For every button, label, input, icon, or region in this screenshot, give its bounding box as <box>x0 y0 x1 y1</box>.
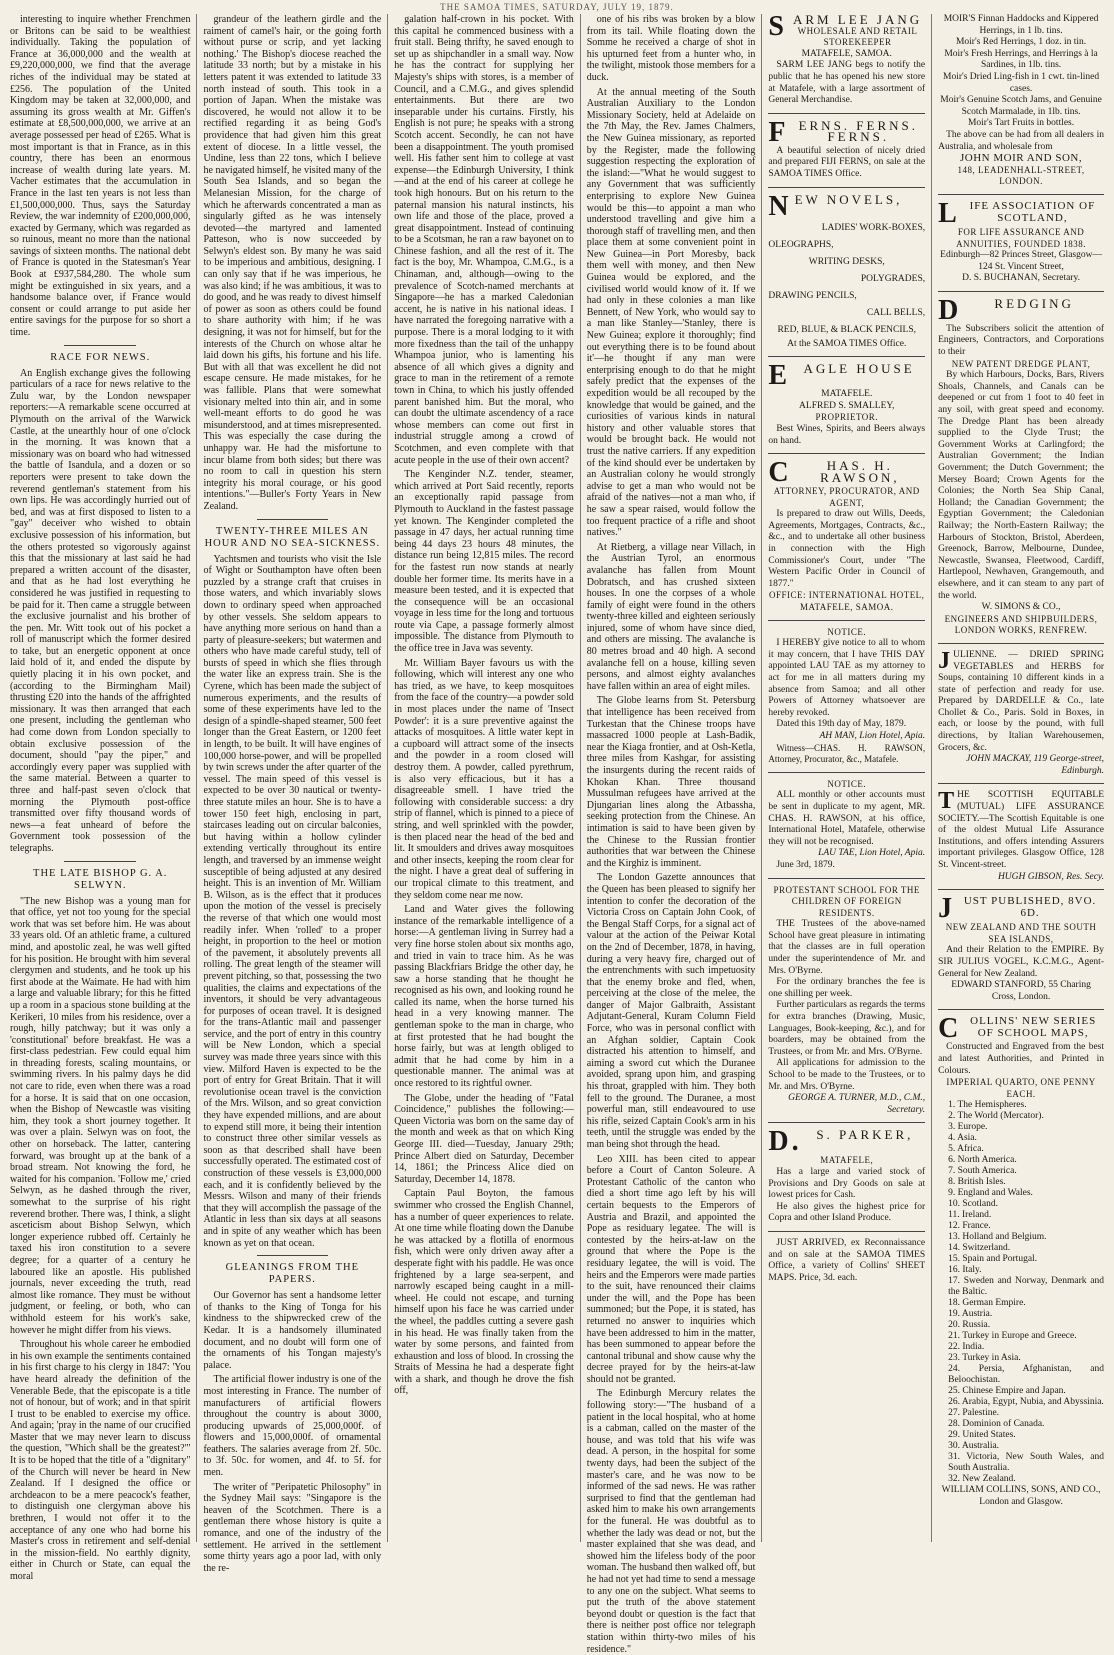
divider <box>938 291 1104 292</box>
notice-heading: NOTICE. <box>827 778 867 789</box>
ad-line: Moir's Dried Ling-fish in 1 cwt. tin-lined cases. <box>943 71 1100 94</box>
list-item: 14. Switzerland. <box>948 1243 1011 1254</box>
ad-body: By which Harbours, Docks, Bars, Rivers Shoals, Channels, and Canals can be deepened or cut from 1 foot to 40 feet in any soil, with great speed and economy. The Dredge Plant has been already supplied to the Clyde Trust; the Government Works at Carlingford; the Australian Government; the Indian Government; the Dutch Government; the Mersey Board; Crown Agents for the Colonies; the North Sea Ship Canal, Holland; the Canadian Government; the Egyptian Government; the Caledonian Railway; the North-Eastern Railway; the Harbours of Stockton, Bristol, Aberdeen, Greenock, Barrow, Melbourne, Dundee, Newcastle, Swansea, Fleetwood, Cardiff, Hartlepool, Newhaven, Grangemouth, and elsewhere, and it can steam to any part of the world. <box>938 370 1104 601</box>
ad-subtitle: NEW PATENT DREDGE PLANT, <box>951 358 1091 369</box>
drop-cap: C <box>768 457 792 489</box>
ad-body: All applications for admission to the School to be made to the Trustees, or to Mr. and Mrs. O'Byrne. <box>768 1058 926 1092</box>
ad-subtitle: ATTORNEY, PROCURATOR, AND AGENT, <box>773 486 920 508</box>
ad-body: containing 10 different kinds in a state of perfection and ready for use. Prepared by DARDELLE & Co., late Chollet & Co., Paris. Sold in Boxes, in each, or loose by the pound, with full directions, by Italian Warehousemen, Grocers, &c. <box>938 673 1105 753</box>
ad-firm: JOHN MOIR AND SON, <box>960 152 1083 165</box>
list-item: 25. Chinese Empire and Japan. <box>948 1386 1066 1397</box>
article-heading: GLEANINGS FROM THE PAPERS. <box>225 1262 359 1286</box>
divider <box>938 194 1104 195</box>
ad-subtitle: NEW ZEALAND AND THE SOUTH SEA ISLANDS, <box>945 922 1097 944</box>
drop-cap: N <box>768 190 792 222</box>
divider <box>64 861 136 862</box>
ad-sheet-maps <box>768 1238 925 1284</box>
ad-body: ALL monthly or other accounts must be sent in duplicate to my agent, MR. CHAS. H. RAWSON, at his office, International Hotel, Matafele, otherwise they will not be recognised. <box>768 790 926 847</box>
article-paragraph: Leo XIII. has been cited to appear before a Court of Canton Soleure. A Protestant Catholic of the canton who died a short time ago left by his will certain bequests to the Emperors of Austria and Brazil, and appointed the Pope as residuary legatee. The will is contested by the heirs-at-law on the ground that where the Pope is the residuary legatee, the will is void. The heirs and the Emperors were made parties to the suit, have renounced their claims under the will, and the Pope has been summoned; but the Pope, it is stated, has returned no answer to inquiries which have been addressed to him in the matter, has been summoned to appear before the cantonal tribunal and show cause why the decree prayed for by the heirs-at-law should not be granted. <box>586 1153 756 1385</box>
list-item: 26. Arabia, Egypt, Nubia, and Abyssinia. <box>948 1397 1104 1408</box>
ad-title: S. PARKER, <box>816 1127 914 1143</box>
ad-line: DRAWING PENCILS, <box>768 290 857 301</box>
map-list <box>938 1100 1104 1485</box>
ad-line: OLEOGRAPHS, <box>768 239 834 250</box>
ad-address: 148, LEADENHALL-STREET, LONDON. <box>957 164 1085 187</box>
ad-firm: W. SIMONS & CO., <box>981 602 1061 613</box>
divider <box>768 356 925 357</box>
ad-line: RED, BLUE, & BLACK PENCILS, <box>777 324 917 335</box>
ad-eagle-house <box>768 360 926 447</box>
list-item: 32. New Zealand. <box>948 1474 1016 1485</box>
list-item: 19. Austria. <box>948 1309 993 1320</box>
divider <box>938 643 1104 644</box>
ad-body: For the ordinary branches the fee is one shilling per week. <box>768 977 926 999</box>
list-item: 6. North America. <box>948 1155 1017 1166</box>
drop-cap: J <box>938 893 954 925</box>
notice-heading: NOTICE. <box>827 626 867 637</box>
ad-address: Edinburgh—82 Princes Street, Glasgow—124 St. Vincent Street, <box>940 250 1102 272</box>
article-paragraph: At Rietberg, a village near Villach, in the Austrian Tyrol, an enormous avalanche has fallen from Mount Dobratsch, and has crushed sixteen houses. In one the corpses of a whole family of eight were found in the others twenty-three killed and eighteen seriously injured, some of whom have since died, and others are missing. The avalanche is 80 metres broad and 40 high. A second avalanche fell on a house, killing seven persons, and almost eighty avalanches have fallen within an area of eight miles. <box>586 541 756 692</box>
article-paragraph: The Edinburgh Mercury relates the following story:—"The husband of a patient in the local hospital, who at home is a cabman, called on the master of the house, and was told that his wife was dead. A person, in the hospital for some twenty days, had been the subject of the master's care, and he was now to be informed of the sad news. He was rather surprised to find that the gentleman had asked him to make his own arrangements for the funeral. He was doubtful as to whether the lady was dead or not, but the master explained that she was dead, and showed him the lifeless body of the poor woman. The husband then walked off, but he had not yet had time to send a message to any one on the subject. What seems to put the truth of the above statement beyond doubt or question is the fact that there is neither post office nor telegraph station within thirty-two miles of his residence." <box>586 1388 756 1655</box>
list-item: 12. France. <box>948 1221 991 1232</box>
ad-body: And their Relation to the EMPIRE. By SIR JULIUS VOGEL, K.C.M.G., Agent-General for New Zealand. <box>938 945 1104 979</box>
ad-title: HAS. H. RAWSON, <box>820 458 900 485</box>
column-6-advertisements <box>931 14 1110 1542</box>
column-2 <box>196 14 387 1574</box>
ad-line: POLYGRADES, <box>860 273 926 284</box>
ad-body: I HEREBY give notice to all to whom it may concern, that I have THIS DAY appointed LAU TAE as my attorney to act for me in all matters during my absence from Samoa; and all other Powers of Attorney whatsoever are hereby revoked. <box>768 638 926 718</box>
column-5-advertisements <box>761 11 931 1542</box>
article-paragraph: interesting to inquire whether Frenchmen or Britons can be said to be wealthiest individually. Taking the population of France at 36,000,000 and the wealth at £9,220,000,000, we find that the average riches of the individual may be stated at £256. The population of the United Kingdom may be taken at 32,000,000, and assuming its gross wealth at Mr. Giffen's estimate at £8,500,000,000, we arrive at an average possessed per head of £265. What is most important is that in France, as in this country, there has been an enormous increase of wealth during late years. M. Vacher estimates that the accumulation in France in the last ten years is not less than £1,500,000,000. Thus, says the Saturday Review, the war indemnity of £200,000,000, exacted by Germany, which was regarded as so ruinous, meant no more than the national savings of sixteen months. The national debt of France is quoted in the Statesman's Year Book at £937,584,280. The whole sum might be extinguished in six years, and a handsome balance over, if France would consent or could arrange to put aside her entire savings for the purpose for so short a time. <box>10 14 191 339</box>
drop-cap: J <box>938 647 951 674</box>
ad-footer: At the SAMOA TIMES Office. <box>787 338 907 349</box>
ad-stationery <box>768 190 926 351</box>
article-paragraph: Throughout his whole career he embodied in his own example the sentiments contained in his first charge to his clergy in 1847: 'You have heard already the definition of the Venerable Bede, that the episcopate is a title not of honour, but of work; and in that spirit I trust to be enabled to exercise my office. And again; 'pray in the name of our crucified Master that we may never learn to discuss the question, "Which shall be the greatest?"' It is to be hoped that the title of a "dignitary" of the Church will never be heard in New Zealand. If I designed the office or archdeacon to be a mere peacock's feather, to distinguish one clergyman above his brethren, I would not offer it to the acceptance of any one who had borne his Master's cross in retirement and self-denial in the mission-field. No earthly dignity, either in Church or State, can equal the moral <box>10 1339 191 1582</box>
article-heading: RACE FOR NEWS. <box>50 351 151 363</box>
ad-title: OLLINS' NEW SERIES OF SCHOOL MAPS, <box>970 1015 1097 1039</box>
ad-ferns <box>768 116 926 181</box>
article-paragraph: one of his ribs was broken by a blow from its tail. While floating down the Somme he received a charge of shot in his upturned feet from a hunter who, in the twilight, mistook those members for a duck. <box>586 14 756 83</box>
list-item: 23. Turkey in Asia. <box>948 1353 1021 1364</box>
divider <box>768 187 925 188</box>
article-paragraph: The Globe learns from St. Petersburg that intelligence has been received from Turkestan that the Chinese troops have massacred 1000 people at Lash-Badik, near the Kiaga frontier, and at Osh-Ketla, three miles from Kashgar, for assisting the insurgents during the recent raids of Khokan Khan. Three thousand Mussulman refugees have arrived at the Djungarian lines along the Atbassha, seeking protection from the Chinese. An intimation is said to have been given by the Chinese to the Russian frontier authorities that war between the Chinese and the Kirghiz is imminent. <box>586 695 756 869</box>
article-paragraph: Our Governor has sent a handsome letter of thanks to the King of Tonga for his kindness to the shipwrecked crew of the Kedar. It is a handsomely illuminated document, and no doubt will form one of the ornaments of his Tongan majesty's palace. <box>203 1290 382 1371</box>
list-item: 9. England and Wales. <box>948 1188 1033 1199</box>
article-paragraph: The Globe, under the heading of "Fatal Coincidence," publishes the following:—Queen Victoria was born on the same day of the month and week as that on which King George III. died—Tuesday, January 29th; Prince Albert died on Saturday, December 14, 1861; the Princess Alice died on Saturday, December 14, 1878. <box>394 1092 574 1185</box>
ad-line: EW NOVELS, <box>794 191 903 207</box>
ad-location: MATAFELE, SAMOA. <box>801 48 892 59</box>
ad-name: ALFRED S. SMALLEY, <box>799 400 895 411</box>
ad-julienne <box>938 647 1105 778</box>
newspaper-page <box>4 11 1110 1655</box>
article-paragraph: galation half-crown in his pocket. With this capital he commenced business with a fruit stall. Being thrifty, he saved enough to set up as shipchandler in a small way. Now he has the contract for supplying her Majesty's ships with stores, is a member of Council, and a C.M.G., and gives splendid entertainments. But there are two inseparable under his curtains. Firstly, his English is not pure; he speaks with a strong Scotch accent. Secondly, he can not have been a disappointment. The youth promised well. His father sent him to college at vast expense—the Edinburgh University, I think—and at the end of his career at college he took high honours. But on his return to the paternal mansion his natural instincts, his own life and those of the place, proved a great disappointment. Instead of continuing to be a Scotsman, he ran a raw bayonet on to Chinese fashion, and all the rest of it. The fact is the boy, Mr. Whampoa, C.M.G., is a Chinaman, and, although—owing to the prevalence of Scotch-named merchants at Singapore—he has a marked Caledonian accent, he is native in his national ideas. I have narrated the foregoing narrative with a purpose. There is a moral lodging to it with more fixedness than the tail of the unhappy Whampoa junior, who is lamenting his absence of all which gives a dignity and grace to man in the retirement of a remote town in China, to which his justly offended parent banished him. But the moral, who can doubt the ultimate ascendency of a race whose members can come out first in industrial struggle among a crowd of Scotchmen, and even complete with that acute people in the use of their own accent? <box>394 14 574 466</box>
divider <box>768 1122 925 1123</box>
divider <box>768 453 925 454</box>
list-item: 8. British Isles. <box>948 1177 1006 1188</box>
list-item: 29. United States. <box>948 1430 1016 1441</box>
ad-body: THE Trustees of the above-named School have great pleasure in intimating that the classes are in full operation under the superintendence of Mr. and Mrs. O'Byrne. <box>768 919 926 976</box>
list-item: 4. Asia. <box>948 1133 977 1144</box>
ad-body: The Subscribers solicit the attention of Engineers, Contractors, and Corporations to their <box>938 323 1104 358</box>
ad-title: ARM LEE JANG <box>792 12 923 27</box>
ad-subtitle: FOR LIFE ASSURANCE AND ANNUITIES, FOUNDED 1838. <box>956 226 1087 249</box>
article-paragraph: An English exchange gives the following particulars of a race for news relative to the Zulu war, by the London newspaper reporters:—A remarkable scene occurred at Plymouth on the arrival of the Warwick Castle, at the unearthly hour of one o'clock in the morning. It was known that a missionary was on board who had witnessed the battle of Isandula, and a dozen or so reporters were present to take down the reverend gentleman's statement from his own lips. He was accordingly hurried out of bed, and was at first disposed to listen to a "gay" deceiver who wished to obtain exclusive possession of his information, but the others protested so vigorously against this that the missionary at last said he had prepared a written account of the disaster, and that as he had lost everything he considered he was justified in requesting to be paid for it. Then came a struggle between the exclusive journalist and his brother of the pen. Mr. Witt took out of his pocket a roll of manuscript which the former desired to take, but an energetic opponent at once laid hold of it, and ended the dispute by quietly placing it in his own pocket, and (according to the Birmingham Mail) thrusting £20 into the hands of the affrighted missionary. It was then arranged that each one present, including the gentleman who had come down from London specially to obtain exclusive possession of the document, should "pay the piper," and accordingly every paper was supplied with the same material. Between a quarter to three and half-past seven o'clock that morning the Plymouth post-office transmitted over fifty thousand words of news—a feat unheard of before the Government took possession of the telegraphs. <box>10 367 191 854</box>
ad-date: Dated this 19th day of May, 1879. <box>776 719 907 730</box>
list-item: 1. The Hemispheres. <box>948 1100 1027 1111</box>
ad-title: HE SCOTTISH EQUITABLE (MUTUAL) LIFE ASSURANCE SOCIETY. <box>938 790 1104 824</box>
list-item: 2. The World (Mercator). <box>948 1111 1044 1122</box>
ad-body: He also gives the highest price for Copra and other Island Produce. <box>768 1201 926 1224</box>
ad-dredging <box>938 294 1104 637</box>
ad-subtitle: ENGINEERS AND SHIPBUILDERS, <box>944 613 1098 624</box>
article-heading: THE LATE BISHOP G. A. SELWYN. <box>33 867 168 891</box>
article-paragraph: At the annual meeting of the South Australian Auxiliary to the London Missionary Society, held at Adelaide on the 7th May, the Rev. James Chalmers, the New Guinea missionary, as reported by the Register, made the following suggestion respecting the exploration of the island:—"What he would suggest to any Government that was sufficiently enterprising to explore New Guinea would be this—to appoint a man who understood travelling and give him a thorough staff of travelling men, and then place them at some convenient point in New Guinea—in Port Moresby, back them well with money, and then New Guinea would be explored, and the civilised world would know of it. If we had only in these colonies a man like Bennett, of New York, who would say to a man like Stanley—'Stanley, there is New Guinea; explore it thoroughly; find out everything there is to be found about it'—he thought if any man were enterprising enough to do that he might safely predict that the expenses of the expedition would be all recouped by the knowledge that would be gained, and the curiosities of various kinds in natural history and other valuable stores that would be brought back. He would not trust the native carriers. If any expedition of the kind should ever be undertaken by an Australian colony he would strongly advise to get a man who would not be afraid of the natives—not a man who, if he saw a spear raised, would follow the too frequent practice of a rifle and shoot natives." <box>586 86 756 539</box>
ad-body: Has a large and varied stock of Provisions and Dry Goods on sale at lowest prices for Cash. <box>768 1166 926 1201</box>
list-item: 13. Holland and Belgium. <box>948 1232 1047 1243</box>
ad-title: ERNS. FERNS. FERNS. <box>798 117 919 145</box>
drop-cap: F <box>768 116 789 148</box>
article-paragraph: Mr. William Bayer favours us with the following, which will interest any one who has tried, as we have, to keep mosquitoes from the face of the country—a powder sold in most places under the name of 'Insect Powder': it is a sure preventive against the attacks of mosquitoes. A little water kept in a cupboard will attract some of the insects and the powder in a room closed will destroy them. A powder, called pyrethrum, is also very efficacious, but it has a disagreeable smell. I have tried the following with considerable success: a dry strip of flannel, which is pinned to a piece of string, and well sprinkled with the powder, is then placed near the head of the bed and lit. It smoulders and drives away mosquitoes and other insects, keeping the room clear for the night. I have a great deal of suffering in our tropical climate to this treatment, and they seldom come near me now. <box>394 657 574 901</box>
notice-accounts <box>768 779 925 872</box>
list-item: 17. Sweden and Norway, Denmark and the Baltic. <box>948 1276 1104 1298</box>
drop-cap: E <box>768 360 791 392</box>
divider <box>257 1255 328 1256</box>
ad-body: Further particulars as regards the terms for extra branches (Drawing, Music, Languages, Book-keeping, &c.), and for boarders, may be obtained from the Trustees, or from Mr. and Mrs. O'Byrne. <box>768 1000 926 1057</box>
list-item: 22. India. <box>948 1342 985 1353</box>
divider <box>768 1231 925 1232</box>
list-item: 11. Ireland. <box>948 1210 992 1221</box>
ad-body: A beautiful selection of nicely dried and prepared FIJI FERNS, on sale at the SAMOA TIMES Office. <box>768 145 926 179</box>
ad-title: IFE ASSOCIATION OF SCOTLAND, <box>969 199 1096 224</box>
article-paragraph: Captain Paul Boyton, the famous swimmer who crossed the English Channel, has a number of queer experiences to relate. At one time while floating down the Danube he was attacked by a flotilla of enormous fish, which were only driven away after a desperate fight with his paddle. He was once frightened by a large sea-serpent, and narrowly escaped being caught in a mill-wheel. He could not escape, and turning himself upon his face he was carried under the wheel, the paddles cutting a severe gash in his head. He was finally taken from the water by some persons, and fainted from exhaustion and loss of blood. In crossing the Straits of Messina he had a desperate fight with a shark, and though he drove the fish off, <box>394 1188 574 1397</box>
divider <box>768 878 925 879</box>
list-item: 28. Dominion of Canada. <box>948 1419 1045 1430</box>
article-paragraph: The writer of "Peripatetic Philosophy" in the Sydney Mail says: "Singapore is the heaven of the Scotchmen. There is a gentleman there whose history is quite a romance, and one of the industry of the settlement. He arrived in the settlement some thirty years ago a poor lad, with only the re- <box>203 1481 382 1574</box>
ad-subtitle: WHOLESALE AND RETAIL STOREKEEPER <box>797 25 918 48</box>
drop-cap: S <box>768 11 787 42</box>
ad-protestant-school <box>768 885 925 1117</box>
ad-signature: D. S. BUCHANAN, Secretary. <box>962 273 1080 284</box>
ad-body: Is prepared to draw out Wills, Deeds, Agreements, Mortgages, Contracts, &c., &c., and to undertake all other business in connection with the High Commissioner's Court, under "The Western Pacific Order in Council of 1877." <box>768 509 926 589</box>
article-paragraph: The London Gazette announces that the Queen has been pleased to signify her intention to confer the decoration of the Victoria Cross on Captain John Cook, of the Bengal Staff Corps, for a signal act of valour at the action of the Peiwar Kotal on the 2nd of December, 1878, in having, during a very heavy fire, charged out of the entrenchments with such impetuosity that the enemy broke and fled, when, perceiving at the close of the melee, the danger of Major Galbraith, Assistant Adjutant-General, Kuram Column Field Force, who was in personal conflict with an Afghan soldier, Captain Cook distracted his attention to himself, and aiming a sword cut which the Duranee avoided, sprang upon him, and grasping his throat, grappled with him. They both fell to the ground. The Duranee, a most powerful man, still endeavoured to use his rifle, seized Captain Cook's arm in his teeth, until the struggle was ended by the man being shot through the head. <box>586 872 756 1150</box>
divider <box>938 783 1104 784</box>
ad-collins-maps <box>938 1013 1104 1508</box>
divider <box>64 345 136 346</box>
ad-firm: WILLIAM COLLINS, SONS, AND CO., London and Glasgow. <box>941 1485 1101 1507</box>
ad-line: Moir's Fresh Herrings, and Herrings à la Sardines, in 1lb. tins. <box>944 48 1098 71</box>
ad-title: AGLE HOUSE <box>803 361 915 377</box>
ad-signature: HUGH GIBSON, Res. Secy. <box>997 871 1104 882</box>
ad-moir <box>938 14 1104 188</box>
ad-witness: Witness—CHAS. H. RAWSON, Attorney, Procurator, &c., Matafele. <box>768 742 926 765</box>
ad-publisher: EDWARD STANFORD, 55 Charing Cross, London. <box>951 980 1091 1002</box>
ad-signature: AH MAN, Lion Hotel, Apia. <box>819 730 926 741</box>
ad-body: Constructed and Engraved from the best and latest Authorities, and Printed in Colours. <box>938 1042 1104 1076</box>
column-3 <box>387 14 580 1542</box>
list-item: 24. Persia, Afghanistan, and Beloochistan. <box>948 1364 1104 1386</box>
column-1 <box>4 14 196 1582</box>
article-paragraph: grandeur of the leathern girdle and the raiment of camel's hair, or the going forth without purse or scrip, and yet lacking nothing.' The Bishop's diocese reached the latitude 33 north; but by a mistake in his letters patent it was extended to latitude 33 north instead of south. This took in a portion of Japan. When the mistake was discovered, he would not allow it to be rectified regarding it as being God's providence that had given him this great extent of diocese. In a little vessel, the Undine, less than 22 tons, which I believe he navigated himself, he visited many of the South Sea Islands, and so began the Melanesian Mission, for the charge of which he afterwards concentrated a man as singularly gifted as he was intensely devoted—the martyred and lamented Patteson, who is now succeeded by Selwyn's eldest son. By many he was said to be imperious and ambitious, designing. I can only say that if he was imperious, he was also kind; if he was ambitious, it was to do good, and he was ready to divest himself of power as soon as others could be found to share authority with him; if he was designing, it was not for himself, but for the interests of the Church on whose altar he laid down his gifts, his fortune and his life. But with all that was excellent he did not escape censure. He made mistakes, for he was fallible. Plans that were somewhat visionary melted into thin air, and in some well-meant efforts to do good he was misunderstood, and at times misrepresented. This was especially the case during the unhappy war. He had the misfortune to incur blame from both sides; but there was no room to call in question his stern integrity his moral courage, or his good intentions."—Buller's Forty Years in New Zealand. <box>203 14 382 512</box>
divider <box>257 519 328 520</box>
list-item: 15. Spain and Portugal. <box>948 1254 1038 1265</box>
article-heading: TWENTY-THREE MILES AN HOUR AND NO SEA-SICKNESS. <box>204 525 381 549</box>
ad-signature: JOHN MACKAY, 119 George-street, Edinburgh. <box>966 754 1104 776</box>
list-item: 3. Europe. <box>948 1122 988 1133</box>
divider <box>938 1009 1104 1010</box>
list-item: 10. Scotland. <box>948 1199 998 1210</box>
ad-body: SARM LEE JANG begs to notify the public that he has opened his new store at Matafele, with a large assortment of General Merchandise. <box>768 60 926 106</box>
masthead: THE SAMOA TIMES, SATURDAY, JULY 19, 1879. <box>440 2 674 12</box>
article-paragraph: "The new Bishop was a young man for that office, yet not too young for the special work that was set before him. He was about 33 years old. Of an athletic frame, a cultured mind, and apostolic zeal, he was well gifted for his position. He brought with him several clergymen and students, and he took up his first abode at the Waimate. He had with him a large and valuable library; for this he fitted up a room in a spacious stone building at the Kerikeri, 10 miles from his residence, over a rough, hilly patchway; but it was only a 'constitutional' before breakfast. He was a first-class pedestrian. Few could equal him in threading forests, scaling mountains, or swimming rivers. In his palmy days he did not care to ride, even when there was a road for a horse. It is said that on one occasion, when the Bishop of Newcastle was visiting him, they took a short journey together. It was over a plain. Selwyn was on foot, the other on horseback. The latter, cantering forward, was brought up at the bank of a broad stream. Not knowing the ford, he waited for his companion. 'Follow me,' cried Selwyn, as he dashed through the river, somewhat to the surprise of his right reverend brother. There was, I think, a slight asceticism about Bishop Selwyn, which longer experience rubbed off. Certainly he taxed his iron constitution to a severe degree; for a quarter of a century he laboured like an apostle. His published journals, never exceeding the truth, read almost like romance. They must be without judgment, or feeling, or both, who can withhold esteem for his work's sake, however he might differ from his views. <box>10 895 191 1336</box>
list-item: 7. South America. <box>948 1166 1017 1177</box>
ad-line: CALL BELLS, <box>866 307 926 318</box>
ad-role: PROPRIETOR. <box>815 412 879 423</box>
article-paragraph: Land and Water gives the following instance of the remarkable intelligence of a horse:—A gentleman living in Surrey had a very fine horse stolen about six months ago, and tried in vain to trace him. As he was passing Blackfriars Bridge the other day, he saw a horse standing that he thought he recognised as his own, and looking round he called its name, when the horse turned his head in a very knowing manner. The gentleman spoke to the man in charge, who at first protested that he had bought the horse fairly, but was at length obliged to admit that he had come by him in a questionable manner. The animal was at once restored to its rightful owner. <box>394 904 574 1090</box>
ad-scottish-equitable <box>938 790 1104 883</box>
ad-body: JUST ARRIVED, ex Reconnaissance and on sale at the SAMOA TIMES Office, a variety of Collins' SHEET MAPS. Price, 3d. each. <box>768 1237 926 1283</box>
article-paragraph: The artificial flower industry is one of the most interesting in France. The number of manufacturers of artificial flowers throughout the country is about 3000, producing upwards of 25,000,000f. of flowers and 15,000,000f. of ornamental feathers. The salaries average from 2f. 50c. to 3f. 50c. for women, and 4f. to 5f. for men. <box>203 1374 382 1479</box>
drop-cap: C <box>938 1013 960 1045</box>
ad-line: WRITING DESKS, <box>808 256 885 267</box>
list-item: 20. Russia. <box>948 1320 991 1331</box>
ad-title: UST PUBLISHED, 8VO. 6D. <box>963 895 1097 919</box>
ad-title: ULIENNE. — DRIED SPRING VEGETABLES and HERBS for Soups, <box>938 649 1104 684</box>
ad-line: Moir's Genuine Scotch Jams, and Genuine Scotch Marmalade, in 1lb. tins. <box>940 95 1102 117</box>
ad-signature: LAU TAE, Lion Hotel, Apia. <box>818 848 926 859</box>
drop-cap: D. <box>768 1126 802 1158</box>
ad-body: —The Scottish Equitable is one of the oldest Mutual Life Assurance Institutions, and offers intending Assurers important privileges. Glasgow Office, 128 St. Vincent-street. <box>938 813 1104 870</box>
ad-title: REDGING <box>994 295 1074 311</box>
divider <box>938 889 1104 890</box>
ad-body: The above can be had from all dealers in Australia, and wholesale from <box>938 129 1104 152</box>
ad-signature: GEORGE A. TURNER, M.D., C.M., Secretary. <box>788 1093 926 1115</box>
ad-line: Moir's Red Herrings, 1 doz. in tin. <box>955 37 1087 48</box>
ad-line: Moir's Tart Fruits in bottles. <box>967 118 1075 129</box>
divider <box>768 620 925 621</box>
list-item: 18. German Empire. <box>948 1298 1026 1309</box>
ad-title: PROTESTANT SCHOOL FOR THE CHILDREN OF FOREIGN RESIDENTS. <box>773 884 920 918</box>
ad-line: MOIR'S Finnan Haddocks and Kippered Herrings, in 1 lb. tins. <box>943 14 1099 36</box>
article-paragraph: Yachtsmen and tourists who visit the Isle of Wight or Southampton have often been puzzled by a strange craft that cruises in those waters, and which invariably slows down to ordinary speed when approached by other vessels. She seldom appears to have anything more serious on hand than a party of pleasure-seekers; but watermen and others who have made careful study, tell of bursts of speed in which she flies through the water like an express train. She is the Cyrene, which has been made the subject of numerous experiments, and the results of some of these experiments have led to the design of a spindle-shaped steamer, 500 feet longer than the Great Eastern, or 1200 feet in length, to be built. It will have engines of 100,000 horse-power, and will be propelled by twin screws under the after quarter of the vessel. The main speed of this vessel is expected to be over 30 nautical or twenty-three statute miles an hour. She is to have a tower 150 feet high, enclosing in part, staircases leading out on circular balconies, but having within a hollow cylinder extending vertically throughout its entire length, and traversed by an immense weight susceptible of being adjusted at any desired height. This is an invention of Mr. William B. Wilson, as is the effect that it produces upon the motion of the vessel is precisely the reverse of that which one would most readily infer. When 'rolled' to a proper height, in proportion to the heel or motion of the pavement, it absolutely prevents all rolling. The great length of the steamer will prevent pitching, so that, possessing the two qualities, the claims and expectations of the inventors, it should be very advantageous for purposes of ocean travel. It is designed for the trans-Atlantic mail and passenger service, and the port of entry in this country will be New London, which a special survey was made three years since with this view. Milford Haven is expected to be the port of entry for Great Britain. That it will revolutionise ocean travel is the conviction of the Mrs. Wilson, and so great conviction they have expended millions, and are about to expend still more, it being their intention to construct three other similar vessels as soon as that described shall have been successfully operated. The estimated cost of construction of these vessels is £3,000,000 each, and it is confidently believed by the Messrs. Wilson and many of their friends that they will accomplish the passage of the Atlantic in less than six days at all seasons and in spite of any weather which has been known as yet on that ocean. <box>203 553 382 1249</box>
ad-parker <box>768 1126 926 1225</box>
list-item: 27. Palestine. <box>948 1408 1000 1419</box>
ad-address: LONDON WORKS, RENFREW. <box>954 625 1088 636</box>
drop-cap: T <box>938 788 955 815</box>
list-item: 31. Victoria, New South Wales, and South Australia. <box>948 1452 1104 1474</box>
ad-body: Best Wines, Spirits, and Beers always on hand. <box>768 423 926 446</box>
column-4 <box>580 14 762 1655</box>
divider <box>768 772 925 773</box>
ad-line: LADIES' WORK-BOXES, <box>821 222 926 233</box>
article-paragraph: The Kenginder N.Z. tender, steamer, which arrived at Port Said recently, reports an exceptionally rapid passage from Plymouth to Auckland in the fastest passage yet known. The Kenginder completed the passage in 47 days, her actual running time being 44 days 23 hours 48 minutes, the distance run being 12,815 miles. The record for the fastest run now stands at nearly double her former time. Its merits have in a measure been tested, and it is expected that the consequence will be an occasional voyage in less time for the long and tortuous route via Cape, a passage formerly almost impossible. The distance from Plymouth to the office tree in Java was seventy. <box>394 469 574 655</box>
ad-just-published <box>938 893 1104 1003</box>
ad-rawson <box>768 457 926 614</box>
ad-life-association <box>938 197 1104 285</box>
ad-office: OFFICE: INTERNATIONAL HOTEL, MATAFELE, SAMOA. <box>769 590 925 613</box>
drop-cap: D <box>938 294 962 326</box>
notice-attorney <box>768 627 925 766</box>
ad-subtitle: IMPERIAL QUARTO, ONE PENNY EACH. <box>946 1077 1096 1099</box>
list-item: 21. Turkey in Europe and Greece. <box>948 1331 1077 1342</box>
drop-cap: L <box>938 197 958 229</box>
divider <box>768 113 925 114</box>
list-item: 16. Italy. <box>948 1265 982 1276</box>
list-item: 30. Australia. <box>948 1441 1000 1452</box>
list-item: 5. Africa. <box>948 1144 984 1155</box>
ad-location: MATAFELE, <box>820 1155 874 1166</box>
ad-date: June 3rd, 1879. <box>776 859 835 870</box>
ad-sarm-lee-jang <box>768 11 926 107</box>
ad-location: MATAFELE. <box>821 389 873 400</box>
